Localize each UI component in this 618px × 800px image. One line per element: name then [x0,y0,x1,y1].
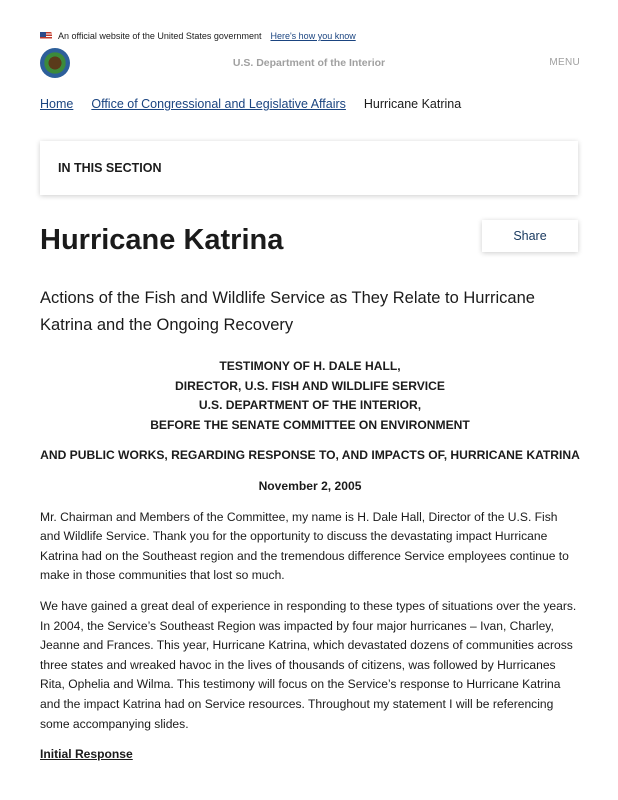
share-button[interactable]: Share [482,220,578,252]
agency-name: U.S. Department of the Interior [232,57,386,69]
paragraph: We have gained a great deal of experience in responding to these types of situations over the years. In 2004, the Service’s Southeast Region was impacted by four major hurricanes – Ivan, Charley, Jeanne and Frances. This year, Hurricane Katrina, which devastated dozens of communities across three states and wreaked havoc in the lives of thousands of citizens, was followed by Hurricanes Rita, Ophelia and Wilma. This testimony will focus on the Service’s response to Hurricane Katrina and the impact Katrina had on Service resources. Throughout my statement I will be referencing some accompanying slides. [40,598,577,731]
breadcrumb-current: Hurricane Katrina [363,97,462,111]
page-subtitle: Actions of the Fish and Wildlife Service as They Relate to Hurricane Katrina and the Ongoing Recovery [40,289,535,334]
us-flag-icon [40,32,52,40]
testimony-line: TESTIMONY OF H. DALE HALL, [219,359,401,373]
page-title: Hurricane Katrina [40,224,284,256]
in-this-section-toggle[interactable]: IN THIS SECTION [40,141,578,195]
testimony-line: U.S. DEPARTMENT OF THE INTERIOR, [198,398,422,413]
section-heading: Initial Response [40,747,133,762]
gov-banner-text: An official website of the United States government [58,31,262,41]
article-body [40,357,580,765]
heres-how-you-know-link[interactable]: Here's how you know [270,31,356,41]
gov-banner [40,31,356,41]
breadcrumb-office[interactable]: Office of Congressional and Legislative Affairs [91,97,346,111]
testimony-line: DIRECTOR, U.S. FISH AND WILDLIFE SERVICE [175,378,445,393]
testimony-line: BEFORE THE SENATE COMMITTEE ON ENVIRONMENT [150,417,470,432]
breadcrumb-home[interactable]: Home [40,97,74,111]
menu-button[interactable]: MENU [549,57,580,68]
paragraph: Mr. Chairman and Members of the Committee, my name is H. Dale Hall, Director of the U.S. Fish and Wildlife Service. Thank you for the opportunity to discuss the devastating impact Hurricane Katrina had on the Southeast region and the tremendous difference Service employees continue to make in those communities that lost so much. [40,509,569,583]
breadcrumb [40,97,461,111]
testimony-date: November 2, 2005 [258,478,362,493]
testimony-line: AND PUBLIC WORKS, REGARDING RESPONSE TO, AND IMPACTS OF, HURRICANE KATRINA [40,448,580,463]
